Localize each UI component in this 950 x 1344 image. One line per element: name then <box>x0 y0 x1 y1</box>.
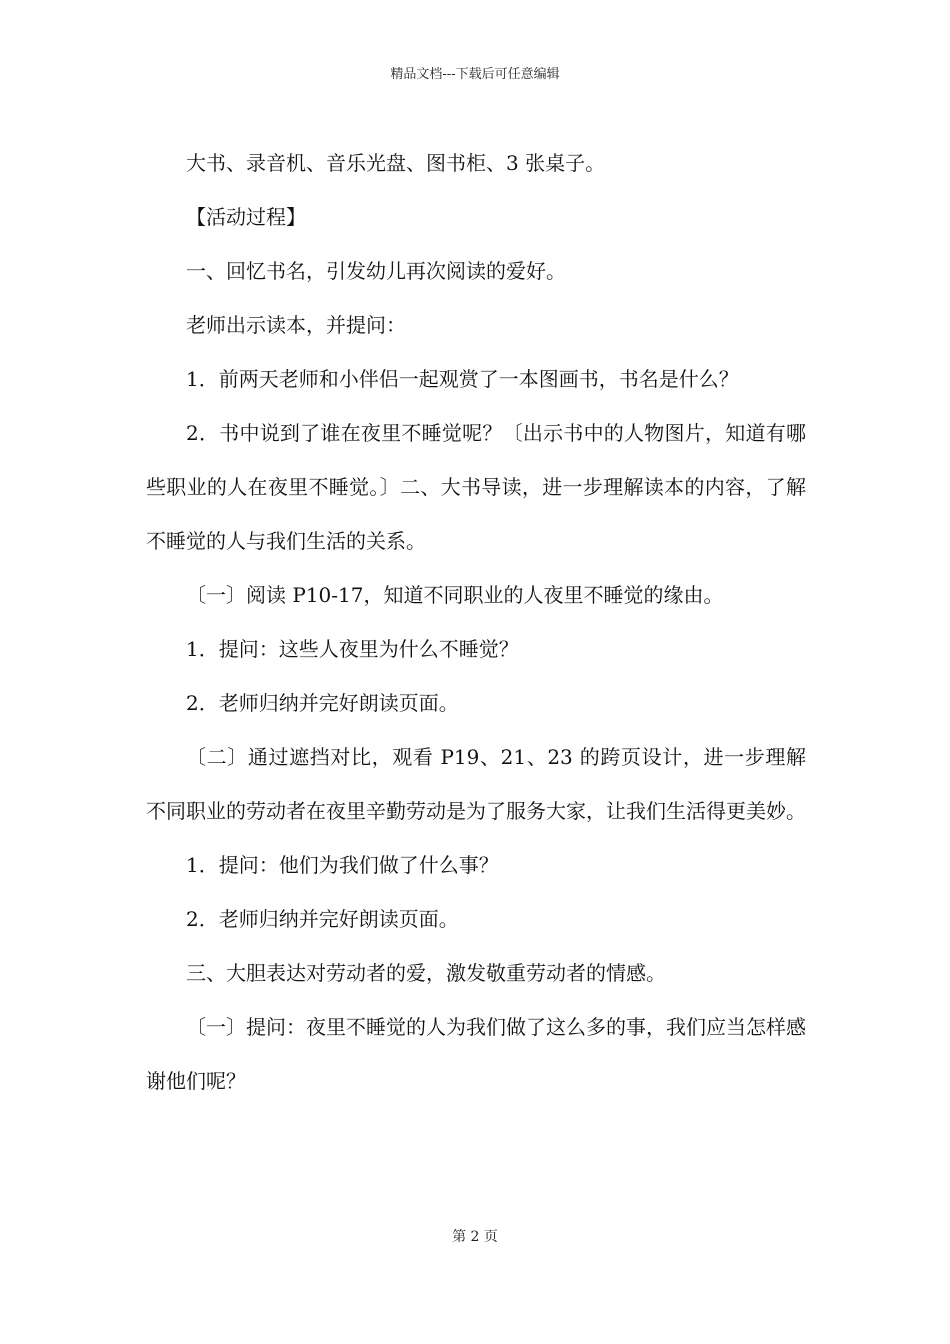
list-item: 1．前两天老师和小伴侣一起观赏了一本图画书，书名是什么？ <box>186 367 739 391</box>
list-item: 2．老师归纳并完好朗读页面。 <box>186 907 459 931</box>
paragraph-materials: 大书、录音机、音乐光盘、图书柜、3 张桌子。 <box>186 151 606 175</box>
list-item: 1．提问：他们为我们做了什么事？ <box>186 853 499 877</box>
section-heading-activity-process: 【活动过程】 <box>186 205 306 229</box>
document-body <box>146 136 806 1108</box>
paragraph-step-three: 三、大胆表达对劳动者的爱，激发敬重劳动者的情感。 <box>186 961 666 985</box>
paragraph-subsection-one: 〔一〕提问：夜里不睡觉的人为我们做了这么多的事，我们应当怎样感谢他们呢？ <box>146 1015 806 1093</box>
list-item: 2．书中说到了谁在夜里不睡觉呢？〔出示书中的人物图片，知道有哪些职业的人在夜里不睡觉。〕二、大书导读，进一步理解读本的内容，了解不睡觉的人与我们生活的关系。 <box>146 421 806 553</box>
page-number: 第 2 页 <box>452 1229 498 1245</box>
list-item: 1．提问：这些人夜里为什么不睡觉？ <box>186 637 519 661</box>
list-item: 2．老师归纳并完好朗读页面。 <box>186 691 459 715</box>
paragraph: 老师出示读本，并提问： <box>186 313 406 337</box>
page-header: 精品文档---下载后可任意编辑 <box>390 67 560 82</box>
paragraph-step-one: 一、回忆书名，引发幼儿再次阅读的爱好。 <box>186 259 566 283</box>
paragraph-subsection-two: 〔二〕通过遮挡对比，观看 P19、21、23 的跨页设计，进一步理解不同职业的劳动者在夜里辛勤劳动是为了服务大家，让我们生活得更美妙。 <box>146 745 806 823</box>
paragraph-subsection-one: 〔一〕阅读 P10-17，知道不同职业的人夜里不睡觉的缘由。 <box>186 583 724 607</box>
